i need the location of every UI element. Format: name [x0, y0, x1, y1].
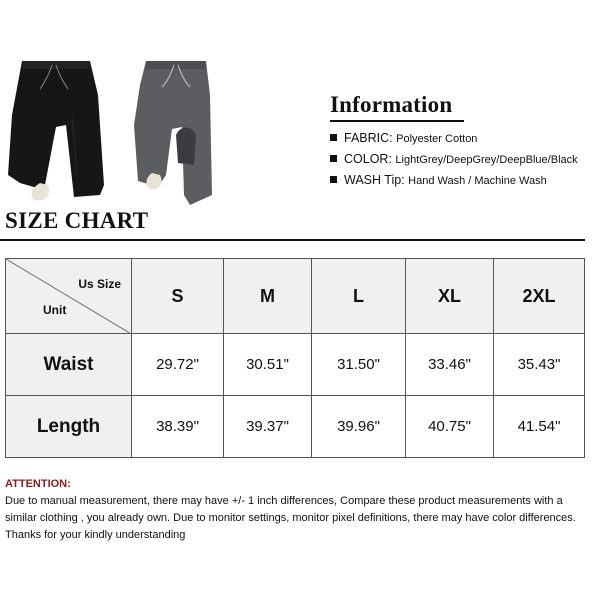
- size-header-l: L: [311, 258, 406, 334]
- info-item-fabric: FABRIC: Polyester Cotton: [330, 128, 578, 149]
- waist-s-value: 29.72": [131, 333, 224, 396]
- info-item-wash: WASH Tip: Hand Wash / Machine Wash: [330, 170, 578, 191]
- attention-text: Due to manual measurement, there may have +/- 1 inch differences, Compare these product measurements with a similar clothing , you already own. Due to monitor settings, monitor pixel definitions, there may have color differences. Thanks for your kindly understanding: [5, 495, 576, 541]
- row-label-waist: Waist: [5, 333, 132, 396]
- bullet-square-icon: [330, 134, 337, 141]
- size-chart-title: SIZE CHART: [5, 208, 149, 233]
- waist-m-value: 30.51": [223, 333, 312, 396]
- black-pants-image: [8, 61, 104, 201]
- size-header-xl: XL: [405, 258, 494, 334]
- information-list: [330, 128, 578, 191]
- size-header-m: M: [223, 258, 312, 334]
- size-table: [5, 258, 585, 458]
- size-header-2xl: 2XL: [493, 258, 585, 334]
- length-2xl-value: 41.54": [493, 395, 585, 458]
- bullet-square-icon: [330, 176, 337, 183]
- diagonal-divider: [6, 259, 133, 335]
- size-header-s: S: [131, 258, 224, 334]
- attention-title: ATTENTION:: [5, 478, 71, 490]
- pants-illustration: [0, 55, 215, 210]
- length-m-value: 39.37": [223, 395, 312, 458]
- row-label-length: Length: [5, 395, 132, 458]
- table-corner-cell: [5, 258, 132, 334]
- waist-2xl-value: 35.43": [493, 333, 585, 396]
- product-images: [0, 55, 215, 210]
- unit-label: Unit: [43, 303, 67, 317]
- length-s-value: 38.39": [131, 395, 224, 458]
- information-title: Information: [330, 92, 453, 117]
- waist-l-value: 31.50": [311, 333, 406, 396]
- information-underline: [330, 120, 464, 122]
- bullet-square-icon: [330, 155, 337, 162]
- length-l-value: 39.96": [311, 395, 406, 458]
- length-xl-value: 40.75": [405, 395, 494, 458]
- waist-xl-value: 33.46": [405, 333, 494, 396]
- us-size-label: Us Size: [78, 277, 121, 291]
- size-chart-divider: [0, 239, 585, 241]
- info-item-color: COLOR: LightGrey/DeepGrey/DeepBlue/Black: [330, 149, 578, 170]
- grey-pants-image: [134, 61, 212, 205]
